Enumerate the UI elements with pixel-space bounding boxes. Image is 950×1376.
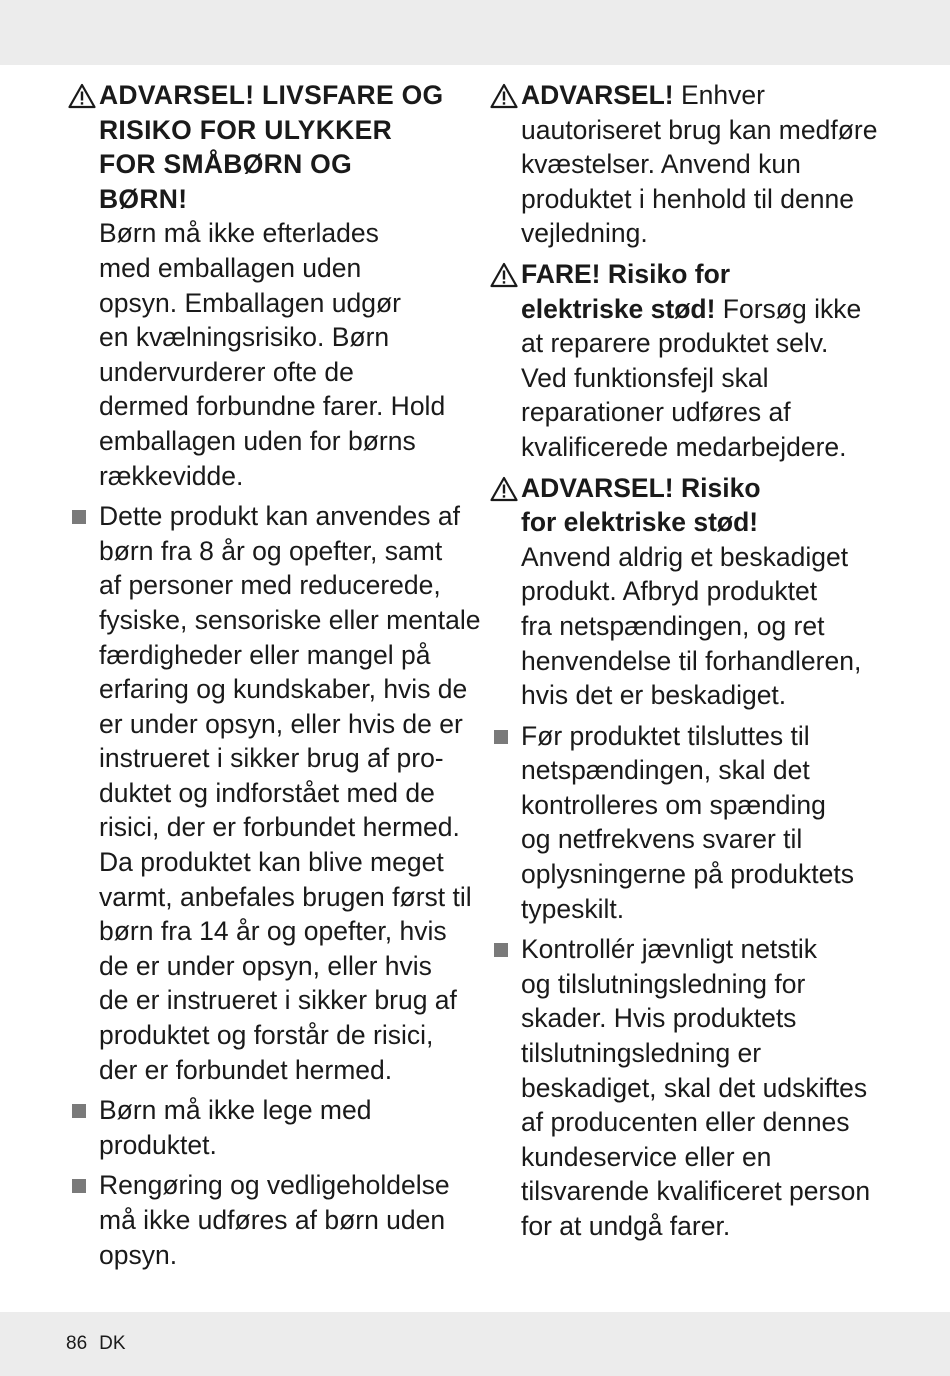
warning-triangle-icon [68,83,96,109]
body-line: og netfrekvens svarer til [521,824,803,855]
warning-heading-line: ADVARSEL! Risiko [521,472,761,503]
square-bullet-icon [72,1179,86,1193]
body-text: Enhver [673,80,765,110]
body-line: opsyn. [99,1239,178,1270]
body-line: erfaring og kundskaber, hvis de [99,674,468,705]
square-bullet-icon [494,730,508,744]
warning-electric-shock-damaged [490,471,880,713]
body-line: de er under opsyn, eller hvis [99,950,432,981]
left-column [68,78,481,1272]
body-line: produktet. [99,1129,217,1160]
body-line: instrueret i sikker brug af pro- [99,743,444,774]
warning-packaging [68,78,458,493]
body-line: er under opsyn, eller hvis de er [99,708,463,739]
body-line: Ved funktionsfejl skal [521,362,769,393]
body-line: oplysningerne på produktets [521,859,854,890]
body-line: undervurderer ofte de [99,356,354,387]
body-line: duktet og indforstået med de [99,777,435,808]
body-line: af personer med reducerede, [99,570,441,601]
body-line: fra netspændingen, og ret [521,610,825,641]
bottom-band [0,1312,950,1376]
body-line: netspændingen, skal det [521,755,810,786]
square-bullet-icon [72,1104,86,1118]
body-text: Forsøg ikke [715,293,862,324]
warning-triangle-icon [490,83,518,109]
bullet-item-cleaning [68,1168,458,1272]
body-line: Kontrollér jævnligt netstik [521,934,818,965]
bullet-item-voltage [490,719,880,927]
body-line: produkt. Afbryd produktet [521,576,818,607]
body-line: af producenten eller dennes [521,1107,850,1138]
bullet-item-cable-check [490,932,880,1243]
body-line: Børn må ikke efterlades [99,218,379,249]
right-column [490,78,880,1244]
body-line: hvis det er beskadiget. [521,680,787,711]
square-bullet-icon [494,943,508,957]
page-number: 86 [66,1333,88,1354]
body-line: børn fra 8 år og opefter, samt [99,535,443,566]
body-line: tilslutningsledning er [521,1038,762,1069]
bullet-item-play [68,1093,458,1162]
body-line: fysiske, sensoriske eller mentale [99,604,481,635]
warning-triangle-icon [490,476,518,502]
body-line: og tilslutningsledning for [521,968,806,999]
body-line: Rengøring og vedligeholdelse [99,1170,450,1201]
body-line: emballagen uden for børns [99,425,416,456]
warning-heading-line: ADVARSEL! LIVSFARE OG [99,80,444,110]
body-line: vejledning. [521,218,648,249]
body-line: kundeservice eller en [521,1141,772,1172]
body-line: børn fra 14 år og opefter, hvis [99,916,447,947]
warning-heading: ADVARSEL! [521,80,674,110]
body-line: skader. Hvis produktets [521,1003,797,1034]
body-line: tilsvarende kvalificeret person [521,1176,871,1207]
body-line: beskadiget, skal det udskiftes [521,1072,868,1103]
warning-second-line [521,292,880,327]
warning-triangle-icon [490,262,518,288]
body-line: produktet i henhold til denne [521,183,854,214]
body-line: kvalificerede medarbejdere. [521,431,847,462]
body-line: der er forbundet hermed. [99,1054,393,1085]
body-line: opsyn. Emballagen udgør [99,287,401,318]
bullet-item-usage [68,499,481,1087]
body-line: dermed forbundne farer. Hold [99,391,446,422]
warning-heading-line: FARE! Risiko for [521,258,731,289]
body-line: rækkevidde. [99,460,244,491]
page-footer [66,1333,138,1355]
body-line: Da produktet kan blive meget [99,847,444,878]
body-line: for at undgå farer. [521,1211,731,1241]
top-band [0,0,950,65]
body-line: produktet og forstår de risici, [99,1020,434,1051]
warning-heading-line: RISIKO FOR ULYKKER [99,114,393,145]
body-line: må ikke udføres af børn uden [99,1205,446,1235]
body-line: at reparere produktet selv. [521,328,829,359]
body-line: en kvælningsrisiko. Børn [99,322,390,353]
body-line: Anvend aldrig et beskadiget [521,541,849,572]
warning-heading-line: BØRN! [99,183,188,214]
language-code: DK [99,1333,126,1354]
warning-heading-line: FOR SMÅBØRN OG [99,149,352,180]
body-line: kontrolleres om spænding [521,789,826,820]
warning-heading: elektriske stød! [521,293,716,324]
body-line: varmt, anbefales brugen først til [99,881,472,912]
warning-unauthorized-use [490,78,880,251]
body-line: Før produktet tilsluttes til [521,720,810,751]
body-line: uautoriseret brug kan medføre [521,114,878,145]
body-line: kvæstelser. Anvend kun [521,149,801,180]
body-line: risici, der er forbundet hermed. [99,812,460,843]
body-line: Dette produkt kan anvendes af [99,501,460,532]
warning-heading-line: for elektriske stød! [521,507,759,538]
square-bullet-icon [72,510,86,524]
body-line: de er instrueret i sikker brug af [99,985,457,1016]
body-line: henvendelse til forhandleren, [521,645,862,676]
body-line: typeskilt. [521,893,625,924]
warning-electric-shock-repair [490,257,880,465]
body-line: færdigheder eller mangel på [99,639,431,670]
body-line: med emballagen uden [99,252,362,283]
body-line: Børn må ikke lege med [99,1095,372,1126]
warning-first-line [521,78,880,113]
body-line: reparationer udføres af [521,397,791,428]
